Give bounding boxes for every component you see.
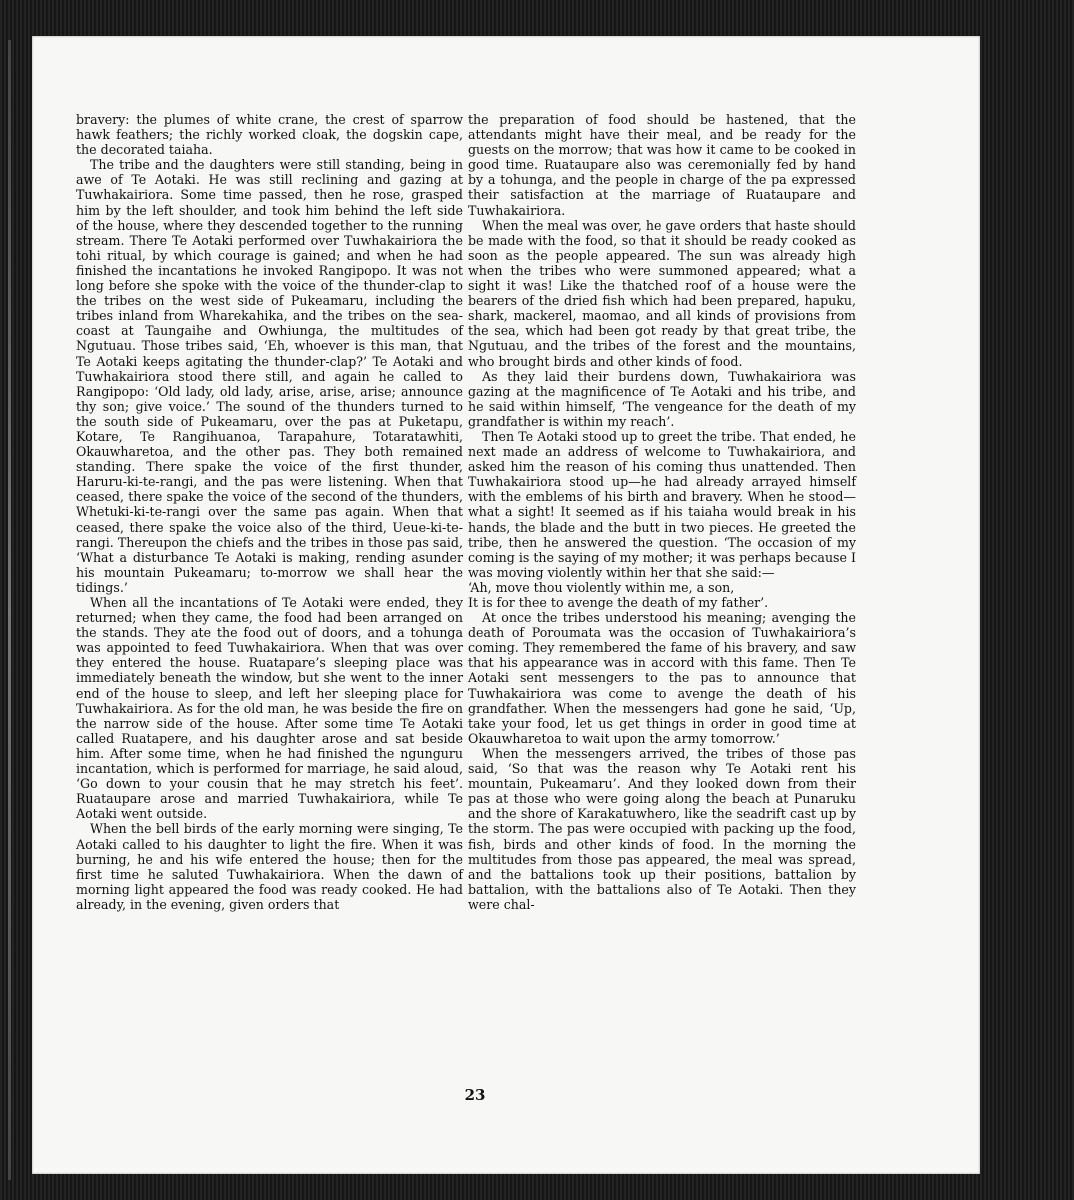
page-number: 23 bbox=[464, 1086, 486, 1104]
right-column bbox=[468, 112, 856, 912]
book-page bbox=[32, 36, 980, 1174]
verse-line: ‘Ah, move thou violently within me, a son, bbox=[468, 579, 735, 595]
left-column bbox=[76, 112, 463, 912]
paragraph: When the meal was over, he gave orders that haste should be made with the food, so that it should be ready cooked as soon as the people appeared. The sun was already high when the tribes who were summoned appeared; what a sight it was! Like the thatched roof of a house were the bearers of the dried fish which had been prepared, hapuku, shark, mackerel, maomao, and all kinds of provisions from the sea, which had been got ready by that great tribe, the Ngutuau, and the tribes of the forest and the mountains, who brought birds and other kinds of food. bbox=[468, 217, 856, 369]
paragraph: When the bell birds of the early morning were singing, Te Aotaki called to his daughter to light the fire. When it was burning, he and his wife entered the house; then for the first time he saluted Tuwhakairiora. When the dawn of morning light appeared the food was ready cooked. He had already, in the evening, given orders that bbox=[76, 821, 463, 912]
paragraph: When the messengers arrived, the tribes of those pas said, ‘So that was the reason why Te Aotaki rent his mountain, Pukeamaru’. And they looked down from their pas at those who were going along the beach at Punaruku and the shore of Karakatuwhero, like the seadrift cast up by the storm. The pas were occupied with packing up the food, fish, birds and other kinds of food. In the morning the multitudes from those pas appeared, the meal was spread, and the battalions took up their positions, battalion by battalion, with the battalions also of Te Aotaki. Then they were chal- bbox=[468, 745, 856, 912]
paragraph: The tribe and the daughters were still standing, being in awe of Te Aotaki. He was still reclining and gazing at Tuwhakairiora. Some time passed, then he rose, grasped him by the left shoulder, and took him behind the left side of the house, where they descended together to the running stream. There Te Aotaki performed over Tuwhakairiora the tohi ritual, by which courage is gained; and when he had finished the incantations he invoked Rangipopo. It was not long before she spoke with the voice of the thunder-clap to the tribes on the west side of Pukeamaru, including the tribes inland from Wharekahika, and the tribes on the sea-coast at Taungaihe and Owhiunga, the multitudes of Ngutuau. Those tribes said, ‘Eh, whoever is this man, that Te Aotaki keeps agitating the thunder-clap?’ Te Aotaki and Tuwhakairiora stood there still, and again he called to Rangipopo: ‘Old lady, old lady, arise, arise, arise; announce thy son; give voice.’ The sound of the thunders turned to the south side of Pukeamaru, over the pas at Puketapu, Kotare, Te Rangihuanoa, Tarapahure, Totaratawhiti, Okauwharetoa, and the other pas. They both remained standing. There spake the voice of the first thunder, Haruru-ki-te-rangi, and the pas were listening. When that ceased, there spake the voice of the second of the thunders, Whetuki-ki-te-rangi over the same pas again. When that ceased, there spake the voice also of the third, Ueue-ki-te-rangi. Thereupon the chiefs and the tribes in those pas said, ‘What a disturbance Te Aotaki is making, rending asunder his mountain Pukeamaru; to-morrow we shall hear the tidings.’ bbox=[76, 157, 463, 595]
paragraph: the preparation of food should be hastened, that the attendants might have their meal, and be ready for the guests on the morrow; that was how it came to be cooked in good time. Ruataupare also was ceremonially fed by hand by a tohunga, and the people in charge of the pa expressed their satisfaction at the marriage of Ruataupare and Tuwhakairiora. bbox=[468, 112, 856, 218]
paragraph: As they laid their burdens down, Tuwhakairiora was gazing at the magnificence of Te Aotaki and his tribe, and he said within himself, ‘The vengeance for the death of my grandfather is within my reach’. bbox=[468, 368, 856, 429]
paragraph: Then Te Aotaki stood up to greet the tribe. That ended, he next made an address of welcome to Tuwhakairiora, and asked him the reason of his coming thus unattended. Then Tuwhakairiora stood up—he had already arrayed himself with the emblems of his birth and bravery. When he stood—what a sight! It seemed as if his taiaha would break in his hands, the blade and the butt in two pieces. He greeted the tribe, then he answered the question. ‘The occasion of my coming is the saying of my mother; it was perhaps because I was moving violently within her that she said:— bbox=[468, 428, 856, 580]
paragraph: bravery: the plumes of white crane, the crest of sparrow hawk feathers; the richly worked cloak, the dogskin cape, the decorated taiaha. bbox=[76, 112, 463, 158]
binding-edge bbox=[8, 40, 11, 1180]
paragraph: At once the tribes understood his meaning; avenging the death of Poroumata was the occasion of Tuwhakairiora’s coming. They remembered the fame of his bravery, and saw that his appearance was in accord with this fame. Then Te Aotaki sent messengers to the pas to announce that Tuwhakairiora was come to avenge the death of his grandfather. When the messengers had gone he said, ‘Up, take your food, let us get things in order in good time at Okauwharetoa to wait upon the army tomorrow.’ bbox=[468, 610, 856, 746]
paragraph: When all the incantations of Te Aotaki were ended, they returned; when they came, the food had been arranged on the stands. They ate the food out of doors, and a tohunga was appointed to feed Tuwhakairiora. When that was over they entered the house. Ruatapare’s sleeping place was immediately beneath the window, but she went to the inner end of the house to sleep, and left her sleeping place for Tuwhakairiora. As for the old man, he was beside the fire on the narrow side of the house. After some time Te Aotaki called Ruatapere, and his daughter arose and sat beside him. After some time, when he had finished the ngunguru incantation, which is performed for marriage, he said aloud, ‘Go down to your cousin that he may stretch his feet’. Ruataupare arose and married Tuwhakairiora, while Te Aotaki went outside. bbox=[76, 595, 463, 822]
verse-line: It is for thee to avenge the death of my father’. bbox=[468, 595, 769, 610]
